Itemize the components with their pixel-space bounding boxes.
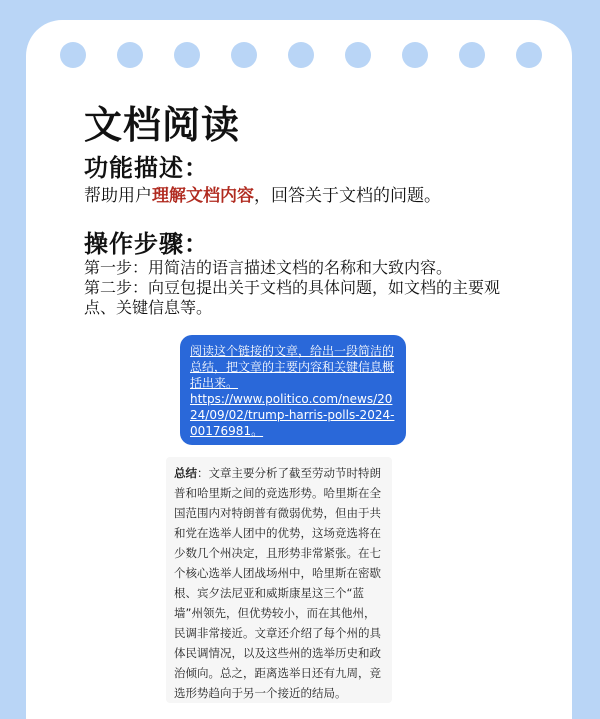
answer-label: 总结 — [174, 466, 197, 480]
binder-hole-icon — [60, 42, 86, 68]
binder-hole-icon — [231, 42, 257, 68]
user-message-text: 阅读这个链接的文章，给出一段简洁的总结，把文章的主要内容和关键信息概括出来。 — [190, 344, 395, 390]
step-1: 第一步：用简洁的语言描述文档的名称和大致内容。 — [84, 258, 453, 277]
assistant-answer-card — [166, 457, 392, 703]
binder-hole-icon — [117, 42, 143, 68]
user-message-link[interactable]: https://www.politico.com/news/2024/09/02/trump-harris-polls-2024-00176981。 — [190, 392, 395, 438]
step-2: 第二步：向豆包提出关于文档的具体问题，如文档的主要观点、关键信息等。 — [84, 278, 501, 317]
steps-heading: 操作步骤： — [84, 230, 209, 258]
function-desc-before: 帮助用户 — [84, 186, 152, 206]
notebook-card — [26, 20, 572, 719]
answer-text: ：文章主要分析了截至劳动节时特朗普和哈里斯之间的竞选形势。哈里斯在全国范围内对特朗普有微弱优势，但由于共和党在选举人团中的优势，这场竞选将在少数几个州决定，且形势非常紧张。在七个核心选举人团战场州中，哈里斯在密歇根、宾夕法尼亚和威斯康星这三个“蓝墙”州领先，但优势较小，而在其他州，民调非常接近。文章还介绍了每个州的具体民调情况，以及这些州的选举历史和政治倾向。总之，距离选举日还有九周，竞选形势趋向于另一个接近的结局。 — [174, 466, 381, 700]
steps-list — [84, 258, 524, 318]
binder-hole-icon — [288, 42, 314, 68]
binder-hole-icon — [345, 42, 371, 68]
function-desc-after: ，回答关于文档的问题。 — [254, 186, 441, 206]
page-title: 文档阅读 — [84, 103, 241, 147]
binder-hole-icon — [459, 42, 485, 68]
binder-hole-icon — [516, 42, 542, 68]
binder-holes — [26, 42, 572, 68]
function-desc-highlight: 理解文档内容 — [152, 186, 254, 206]
function-heading: 功能描述： — [84, 154, 209, 182]
user-message-bubble — [180, 335, 406, 445]
binder-hole-icon — [402, 42, 428, 68]
function-description — [84, 186, 441, 206]
binder-hole-icon — [174, 42, 200, 68]
